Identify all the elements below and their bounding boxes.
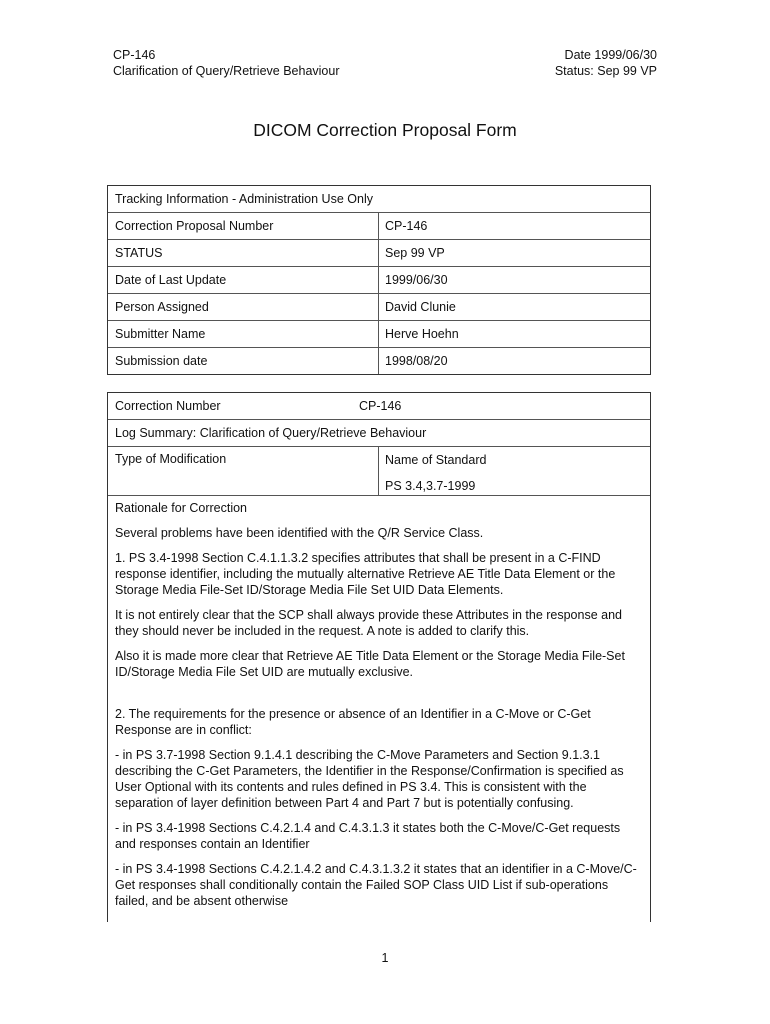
page-number: 1 [381,951,389,965]
rationale-paragraph: Also it is made more clear that Retrieve AE Title Data Element or the Storage Media File-Set ID/Storage Media File Set UID are mutually exclusive. [115,649,625,679]
table-row [108,321,650,348]
header-right [555,47,657,79]
rationale-paragraph: It is not entirely clear that the SCP shall always provide these Attributes in the response and they should never be included in the request. A note is added to clarify this. [115,608,622,638]
rationale-paragraph: 1. PS 3.4-1998 Section C.4.1.1.3.2 specifies attributes that shall be present in a C-FIND response identifier, including the mutually alternative Retrieve AE Title Data Element or the Storage Media File-Set ID/Storage Media File Set UID Data Elements. [115,551,616,597]
tracking-table [107,185,651,375]
correction-number-label: Correction Number [115,399,221,413]
row-value: 1998/08/20 [385,354,448,368]
spacer [115,689,643,706]
row-value: Herve Hoehn [385,327,459,341]
doc-id: CP-146 [113,48,156,62]
tracking-caption: Tracking Information - Administration Use Only [108,186,650,213]
log-summary: Log Summary: Clarification of Query/Retrieve Behaviour [108,420,650,447]
row-label: Submission date [108,348,379,374]
row-label: STATUS [108,240,379,266]
header-left [113,47,340,79]
rationale-paragraph: - in PS 3.4-1998 Sections C.4.2.1.4.2 and C.4.3.1.3.2 it states that an identifier in a C-Move/C-Get responses shall conditionally contain the Failed SOP Class UID List if sub-operations failed, and be absent otherwise [115,862,637,908]
rationale-paragraph: Several problems have been identified with the Q/R Service Class. [115,526,484,540]
rationale-paragraph: - in PS 3.4-1998 Sections C.4.2.1.4 and C.4.3.1.3 it states both the C-Move/C-Get requests and responses contain an Identifier [115,821,621,851]
modification-row [108,447,650,496]
row-value: Sep 99 VP [385,246,445,260]
row-label: Person Assigned [108,294,379,320]
row-label: Correction Proposal Number [108,213,379,239]
rationale-label: Rationale for Correction [115,501,248,515]
table-row [108,348,650,374]
table-row [108,240,650,267]
standard-label: Name of Standard [385,453,487,467]
correction-number-row [108,393,650,420]
row-value: 1999/06/30 [385,273,448,287]
row-value: David Clunie [385,300,456,314]
standard-value: PS 3.4,3.7-1999 [385,479,476,493]
rationale-paragraph: - in PS 3.7-1998 Section 9.1.4.1 describing the C-Move Parameters and Section 9.1.3.1 describing the C-Get Parameters, the Identifier in the Response/Confirmation is specified as User Optional with its contents and rules defined in PS 3.4. This is consistent with the separation of layer definition between Part 4 and Part 7 but is potentially confusing. [115,748,624,810]
doc-subject: Clarification of Query/Retrieve Behaviour [113,64,340,78]
row-label: Submitter Name [108,321,379,347]
rationale-paragraph: 2. The requirements for the presence or absence of an Identifier in a C-Move or C-Get Response are in conflict: [115,707,591,737]
correction-number-value: CP-146 [359,399,402,413]
rationale-section [108,496,650,909]
type-of-modification-label: Type of Modification [108,447,379,495]
row-label: Date of Last Update [108,267,379,293]
row-value: CP-146 [385,219,428,233]
doc-status: Status: Sep 99 VP [554,64,657,78]
correction-table [107,392,651,922]
doc-date: Date 1999/06/30 [564,48,657,62]
page-title: DICOM Correction Proposal Form [253,120,517,140]
table-row [108,294,650,321]
standard-cell [379,442,650,495]
table-row [108,267,650,294]
table-row [108,213,650,240]
